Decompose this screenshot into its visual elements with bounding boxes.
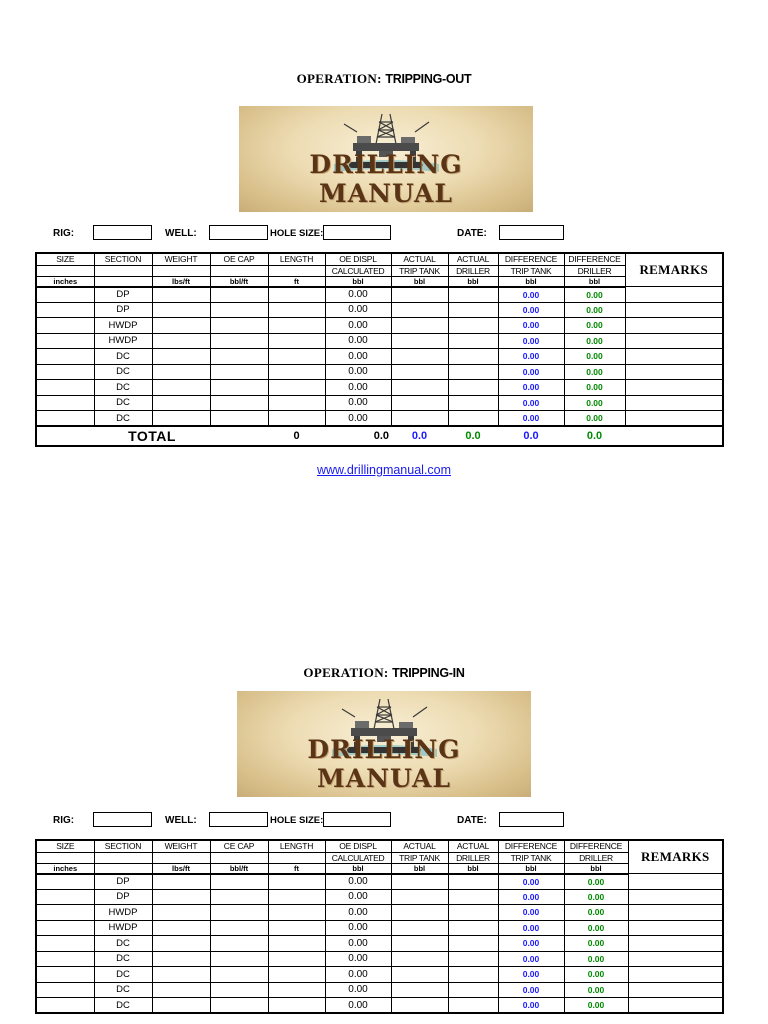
section-cell: DP (94, 287, 152, 303)
unit-label: inches (36, 863, 94, 874)
header-row (36, 852, 723, 863)
column-subheader: TRIP TANK (391, 852, 448, 863)
actual-driller-cell[interactable] (448, 889, 498, 905)
actual-driller-cell[interactable] (448, 982, 498, 998)
section-cell: DC (94, 411, 152, 427)
unit-label: bbl/ft (210, 276, 268, 287)
calculated-cell: 0.00 (325, 395, 391, 411)
total-calculated: 0.0 (325, 426, 391, 446)
table-row (36, 982, 723, 998)
column-header: WEIGHT (152, 253, 210, 265)
actual-driller-cell[interactable] (448, 951, 498, 967)
length-cell[interactable] (268, 920, 325, 936)
trip-sheet-table (35, 839, 724, 1014)
diff-trip-tank-cell: 0.00 (498, 395, 564, 411)
remarks-header: REMARKS (625, 253, 723, 287)
column-subheader: CALCULATED (325, 265, 391, 276)
weight-cell[interactable] (152, 874, 210, 890)
remarks-cell[interactable] (628, 905, 723, 921)
column-subheader (152, 852, 210, 863)
column-subheader (94, 852, 152, 863)
column-header: ACTUAL (391, 840, 448, 852)
length-cell[interactable] (268, 889, 325, 905)
table-row (36, 874, 723, 890)
actual-trip-tank-cell[interactable] (391, 982, 448, 998)
column-header: OE DISPL (325, 253, 391, 265)
oe-cap-cell[interactable] (210, 951, 268, 967)
remarks-cell[interactable] (628, 874, 723, 890)
calculated-cell: 0.00 (325, 874, 391, 890)
column-header: DIFFERENCE (498, 840, 564, 852)
oe-cap-cell[interactable] (210, 936, 268, 952)
diff-driller-cell: 0.00 (564, 287, 625, 303)
section-cell: HWDP (94, 920, 152, 936)
column-subheader: DRILLER (564, 852, 628, 863)
well-label: WELL: (165, 815, 197, 826)
table-row (36, 889, 723, 905)
unit-label: bbl (391, 863, 448, 874)
oe-cap-cell[interactable] (210, 874, 268, 890)
actual-trip-tank-cell[interactable] (391, 951, 448, 967)
oe-cap-cell[interactable] (210, 920, 268, 936)
table-row (36, 936, 723, 952)
column-header: ACTUAL (448, 253, 498, 265)
column-header: CE CAP (210, 840, 268, 852)
oe-cap-cell[interactable] (210, 982, 268, 998)
column-subheader: TRIP TANK (391, 265, 448, 276)
remarks-cell[interactable] (628, 936, 723, 952)
actual-trip-tank-cell[interactable] (391, 920, 448, 936)
diff-driller-cell: 0.00 (564, 905, 628, 921)
column-subheader (36, 852, 94, 863)
diff-driller-cell: 0.00 (564, 874, 628, 890)
calculated-cell: 0.00 (325, 936, 391, 952)
unit-label: lbs/ft (152, 863, 210, 874)
operation-title: OPERATION: TRIPPING-IN (303, 665, 465, 680)
column-header: SIZE (36, 253, 94, 265)
section-cell: DC (94, 951, 152, 967)
weight-cell[interactable] (152, 905, 210, 921)
length-cell[interactable] (268, 951, 325, 967)
length-cell[interactable] (268, 905, 325, 921)
unit-label: bbl (498, 863, 564, 874)
remarks-cell[interactable] (628, 967, 723, 983)
size-cell[interactable] (36, 998, 94, 1014)
unit-label: bbl (564, 863, 628, 874)
unit-label: bbl (325, 863, 391, 874)
diff-trip-tank-cell: 0.00 (498, 936, 564, 952)
unit-label: bbl (325, 276, 391, 287)
actual-driller-cell[interactable] (448, 967, 498, 983)
remarks-cell[interactable] (628, 920, 723, 936)
diff-trip-tank-cell: 0.00 (498, 380, 564, 396)
size-cell[interactable] (36, 889, 94, 905)
calculated-cell: 0.00 (325, 889, 391, 905)
actual-driller-cell[interactable] (448, 936, 498, 952)
date-label: DATE: (457, 815, 487, 826)
unit-label: bbl (391, 276, 448, 287)
length-cell[interactable] (268, 998, 325, 1014)
oe-cap-cell[interactable] (210, 905, 268, 921)
column-header: DIFFERENCE (564, 840, 628, 852)
diff-driller-cell: 0.00 (564, 318, 625, 334)
info-row (0, 812, 768, 830)
date-field[interactable] (499, 812, 564, 827)
remarks-cell[interactable] (628, 951, 723, 967)
column-header: LENGTH (268, 840, 325, 852)
remarks-cell[interactable] (628, 889, 723, 905)
section-cell: DC (94, 380, 152, 396)
unit-label: bbl (448, 276, 498, 287)
size-cell[interactable] (36, 905, 94, 921)
diff-trip-tank-cell: 0.00 (498, 967, 564, 983)
section-cell: DC (94, 936, 152, 952)
size-cell[interactable] (36, 936, 94, 952)
calculated-cell: 0.00 (325, 411, 391, 427)
section-cell: DC (94, 349, 152, 365)
remarks-header: REMARKS (628, 840, 723, 874)
column-header: DIFFERENCE (564, 253, 625, 265)
well-field[interactable] (209, 812, 268, 827)
hole-size-field[interactable] (323, 812, 391, 827)
unit-label: ft (268, 276, 325, 287)
diff-trip-tank-cell: 0.00 (498, 349, 564, 365)
oe-cap-cell[interactable] (210, 998, 268, 1014)
calculated-cell: 0.00 (325, 982, 391, 998)
diff-trip-tank-cell: 0.00 (498, 318, 564, 334)
section-cell: DP (94, 302, 152, 318)
column-header: LENGTH (268, 253, 325, 265)
rig-label: RIG: (53, 815, 75, 826)
diff-driller-cell: 0.00 (564, 982, 628, 998)
weight-cell[interactable] (152, 920, 210, 936)
calculated-cell: 0.00 (325, 920, 391, 936)
column-header: SECTION (94, 253, 152, 265)
calculated-cell: 0.00 (325, 998, 391, 1014)
logo-text: DRILLING MANUAL (309, 150, 463, 208)
section-cell: HWDP (94, 905, 152, 921)
length-cell[interactable] (268, 982, 325, 998)
diff-trip-tank-cell: 0.00 (498, 920, 564, 936)
total-diff-driller: 0.0 (564, 426, 625, 446)
actual-trip-tank-cell[interactable] (391, 967, 448, 983)
calculated-cell: 0.00 (325, 302, 391, 318)
calculated-cell: 0.00 (325, 951, 391, 967)
column-header: OE DISPL (325, 840, 391, 852)
actual-trip-tank-cell[interactable] (391, 905, 448, 921)
diff-driller-cell: 0.00 (564, 333, 625, 349)
weight-cell[interactable] (152, 936, 210, 952)
diff-driller-cell: 0.00 (564, 936, 628, 952)
unit-label: inches (36, 276, 94, 287)
weight-cell[interactable] (152, 889, 210, 905)
total-length: 0 (268, 426, 325, 446)
size-cell[interactable] (36, 967, 94, 983)
unit-label: bbl (498, 276, 564, 287)
diff-trip-tank-cell: 0.00 (498, 905, 564, 921)
diff-trip-tank-cell: 0.00 (498, 951, 564, 967)
unit-label: ft (268, 863, 325, 874)
diff-trip-tank-cell: 0.00 (498, 889, 564, 905)
diff-trip-tank-cell: 0.00 (498, 333, 564, 349)
size-cell[interactable] (36, 951, 94, 967)
column-subheader: DRILLER (448, 852, 498, 863)
table-row (36, 967, 723, 983)
operation-label: OPERATION (296, 71, 378, 86)
diff-driller-cell: 0.00 (564, 411, 625, 427)
actual-trip-tank-cell[interactable] (391, 998, 448, 1014)
size-cell[interactable] (36, 982, 94, 998)
diff-trip-tank-cell: 0.00 (498, 364, 564, 380)
oe-cap-cell[interactable] (210, 967, 268, 983)
column-header: SECTION (94, 840, 152, 852)
actual-driller-cell[interactable] (448, 920, 498, 936)
operation-label: OPERATION (303, 665, 384, 680)
column-subheader: TRIP TANK (498, 852, 564, 863)
diff-trip-tank-cell: 0.00 (498, 874, 564, 890)
diff-driller-cell: 0.00 (564, 364, 625, 380)
weight-cell[interactable] (152, 967, 210, 983)
diff-driller-cell: 0.00 (564, 302, 625, 318)
operation-value: TRIPPING-IN (392, 666, 465, 680)
column-subheader (210, 852, 268, 863)
column-subheader: DRILLER (448, 265, 498, 276)
column-header: SIZE (36, 840, 94, 852)
column-header: ACTUAL (391, 253, 448, 265)
website-link[interactable]: www.drillingmanual.com (316, 463, 452, 477)
actual-trip-tank-cell[interactable] (391, 874, 448, 890)
diff-trip-tank-cell: 0.00 (498, 287, 564, 303)
hole-size-label: HOLE SIZE: (270, 228, 324, 239)
weight-cell[interactable] (152, 951, 210, 967)
section-cell: DC (94, 364, 152, 380)
unit-label: bbl (564, 276, 625, 287)
column-subheader: TRIP TANK (498, 265, 564, 276)
column-header: OE CAP (210, 253, 268, 265)
column-header: ACTUAL (448, 840, 498, 852)
operation-title: OPERATION: TRIPPING-OUT (296, 71, 472, 86)
section-cell: HWDP (94, 333, 152, 349)
diff-driller-cell: 0.00 (564, 395, 625, 411)
column-subheader: CALCULATED (325, 852, 391, 863)
length-cell[interactable] (268, 936, 325, 952)
actual-trip-tank-cell[interactable] (391, 936, 448, 952)
section-cell: DC (94, 967, 152, 983)
well-label: WELL: (165, 228, 197, 239)
table-row (36, 920, 723, 936)
length-cell[interactable] (268, 874, 325, 890)
diff-driller-cell: 0.00 (564, 920, 628, 936)
drilling-manual-logo (237, 691, 531, 797)
diff-trip-tank-cell: 0.00 (498, 411, 564, 427)
size-cell[interactable] (36, 920, 94, 936)
unit-label (94, 863, 152, 874)
remarks-cell[interactable] (628, 982, 723, 998)
calculated-cell: 0.00 (325, 287, 391, 303)
section-cell: DC (94, 982, 152, 998)
actual-driller-cell[interactable] (448, 998, 498, 1014)
calculated-cell: 0.00 (325, 318, 391, 334)
diff-driller-cell: 0.00 (564, 349, 625, 365)
actual-driller-cell[interactable] (448, 905, 498, 921)
diff-driller-cell: 0.00 (564, 998, 628, 1014)
calculated-cell: 0.00 (325, 333, 391, 349)
table-row (36, 951, 723, 967)
table-row (36, 998, 723, 1014)
actual-trip-tank-cell[interactable] (391, 889, 448, 905)
logo-text: DRILLING MANUAL (307, 735, 461, 793)
column-subheader (268, 852, 325, 863)
weight-cell[interactable] (152, 982, 210, 998)
hole-size-label: HOLE SIZE: (270, 815, 324, 826)
total-trip-tank: 0.0 (391, 426, 448, 446)
header-row (36, 840, 723, 852)
total-diff-trip-tank: 0.0 (498, 426, 564, 446)
rig-field[interactable] (93, 812, 152, 827)
actual-driller-cell[interactable] (448, 874, 498, 890)
table-row (36, 905, 723, 921)
operation-value: TRIPPING-OUT (385, 72, 472, 86)
column-subheader: DRILLER (564, 265, 625, 276)
calculated-cell: 0.00 (325, 905, 391, 921)
section-cell: DP (94, 874, 152, 890)
length-cell[interactable] (268, 967, 325, 983)
calculated-cell: 0.00 (325, 364, 391, 380)
unit-label: bbl/ft (210, 863, 268, 874)
section-cell: HWDP (94, 318, 152, 334)
diff-driller-cell: 0.00 (564, 967, 628, 983)
date-label: DATE: (457, 228, 487, 239)
column-header: WEIGHT (152, 840, 210, 852)
rig-label: RIG: (53, 228, 75, 239)
remarks-cell[interactable] (628, 998, 723, 1014)
column-header: DIFFERENCE (498, 253, 564, 265)
units-row (36, 863, 723, 874)
diff-driller-cell: 0.00 (564, 889, 628, 905)
diff-trip-tank-cell: 0.00 (498, 302, 564, 318)
size-cell[interactable] (36, 874, 94, 890)
calculated-cell: 0.00 (325, 967, 391, 983)
oe-cap-cell[interactable] (210, 889, 268, 905)
section-cell: DP (94, 889, 152, 905)
total-driller: 0.0 (448, 426, 498, 446)
unit-label: lbs/ft (152, 276, 210, 287)
total-label: TOTAL (94, 426, 210, 446)
unit-label: bbl (448, 863, 498, 874)
calculated-cell: 0.00 (325, 380, 391, 396)
section-cell: DC (94, 395, 152, 411)
section-cell: DC (94, 998, 152, 1014)
diff-driller-cell: 0.00 (564, 951, 628, 967)
calculated-cell: 0.00 (325, 349, 391, 365)
weight-cell[interactable] (152, 998, 210, 1014)
diff-trip-tank-cell: 0.00 (498, 998, 564, 1014)
diff-trip-tank-cell: 0.00 (498, 982, 564, 998)
diff-driller-cell: 0.00 (564, 380, 625, 396)
